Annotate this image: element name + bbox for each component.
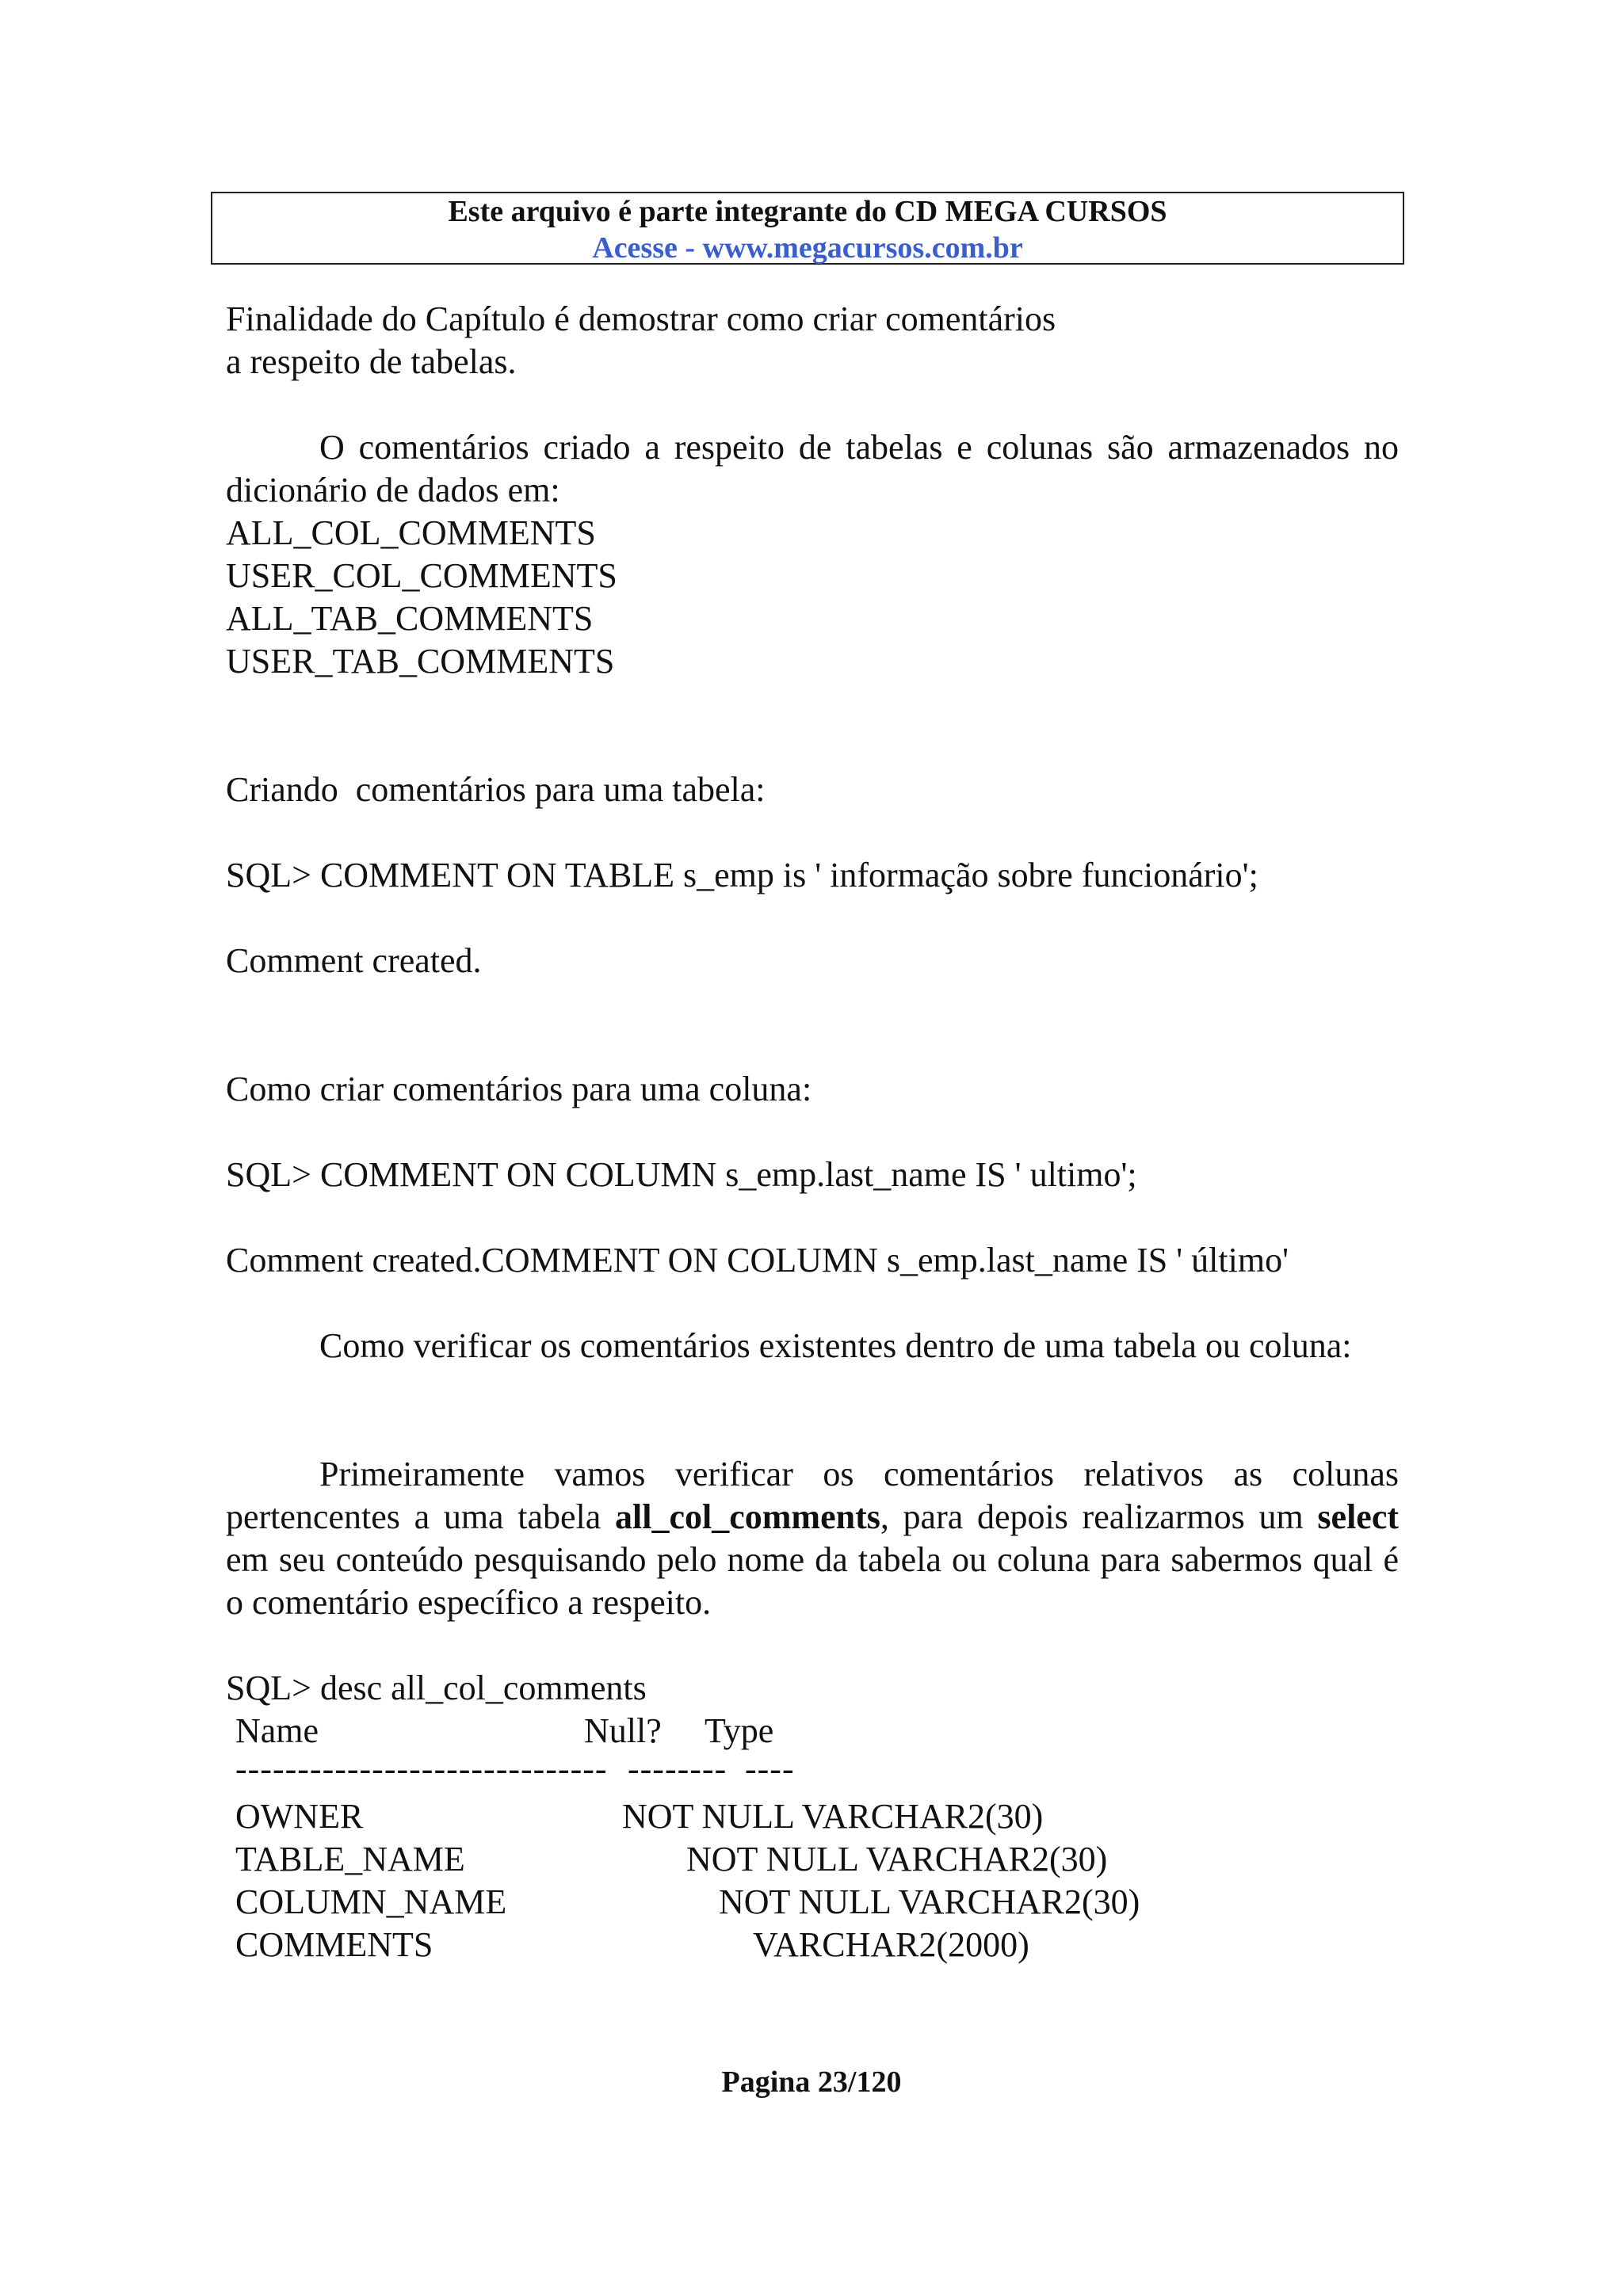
view-all-tab-comments: ALL_TAB_COMMENTS bbox=[226, 599, 594, 638]
view-user-col-comments: USER_COL_COMMENTS bbox=[226, 556, 617, 595]
desc-row-name: TABLE_NAME bbox=[235, 1840, 465, 1878]
explanation-text-3: em seu conteúdo pesquisando pelo nome da tabela ou coluna para sabermos qual é o comentário específico a respeito. bbox=[226, 1540, 1399, 1622]
desc-command: SQL> desc all_col_comments bbox=[226, 1669, 647, 1707]
table-comment-result: Comment created. bbox=[226, 941, 482, 980]
desc-header-null: Null? bbox=[584, 1711, 662, 1750]
table-comment-sql: SQL> COMMENT ON TABLE s_emp is ' informação sobre funcionário'; bbox=[226, 856, 1258, 894]
paragraph-verify: Como verificar os comentários existentes dentro de uma tabela ou coluna: bbox=[319, 1326, 1352, 1365]
desc-row-type: NOT NULL VARCHAR2(30) bbox=[686, 1840, 1108, 1878]
paragraph-storage: O comentários criado a respeito de tabelas e colunas são armazenados no dicionário de dados em: bbox=[226, 428, 1399, 509]
desc-header-type: Type bbox=[705, 1711, 774, 1750]
explanation-text-2: , para depois realizarmos um bbox=[880, 1497, 1318, 1536]
header-link[interactable]: Acesse - www.megacursos.com.br bbox=[592, 231, 1023, 265]
explanation-bold-table: all_col_comments bbox=[615, 1497, 880, 1536]
desc-header-name: Name bbox=[235, 1711, 319, 1750]
explanation-text-1: Primeiramente vamos verificar os comentários relativos as colunas pertencentes a uma tabela bbox=[226, 1455, 1399, 1536]
desc-row-type: VARCHAR2(2000) bbox=[753, 1925, 1029, 1964]
desc-row-type: NOT NULL VARCHAR2(30) bbox=[622, 1797, 1044, 1836]
desc-row-name: COMMENTS bbox=[235, 1925, 433, 1964]
desc-row-name: COLUMN_NAME bbox=[235, 1882, 507, 1921]
column-comment-sql: SQL> COMMENT ON COLUMN s_emp.last_name IS ' ultimo'; bbox=[226, 1155, 1137, 1194]
desc-separator-null: -------- bbox=[628, 1749, 727, 1788]
page-number: Pagina 23/120 bbox=[721, 2065, 902, 2099]
intro-line-2: a respeito de tabelas. bbox=[226, 342, 517, 381]
desc-separator-name: ------------------------------ bbox=[235, 1749, 608, 1788]
view-user-tab-comments: USER_TAB_COMMENTS bbox=[226, 642, 615, 681]
header-box bbox=[211, 192, 1404, 265]
header-title: Este arquivo é parte integrante do CD MEGA CURSOS bbox=[448, 195, 1167, 228]
intro-line-1: Finalidade do Capítulo é demostrar como criar comentários bbox=[226, 299, 1056, 338]
column-section-heading: Como criar comentários para uma coluna: bbox=[226, 1070, 812, 1108]
explanation-bold-select: select bbox=[1317, 1497, 1400, 1536]
desc-row-name: OWNER bbox=[235, 1797, 364, 1836]
paragraph-explanation bbox=[226, 1453, 1399, 1624]
desc-separator-type: ---- bbox=[745, 1749, 795, 1788]
view-all-col-comments: ALL_COL_COMMENTS bbox=[226, 513, 596, 552]
column-comment-result: Comment created.COMMENT ON COLUMN s_emp.last_name IS ' último' bbox=[226, 1241, 1289, 1280]
desc-row-type: NOT NULL VARCHAR2(30) bbox=[719, 1882, 1140, 1921]
table-section-heading: Criando comentários para uma tabela: bbox=[226, 770, 766, 809]
